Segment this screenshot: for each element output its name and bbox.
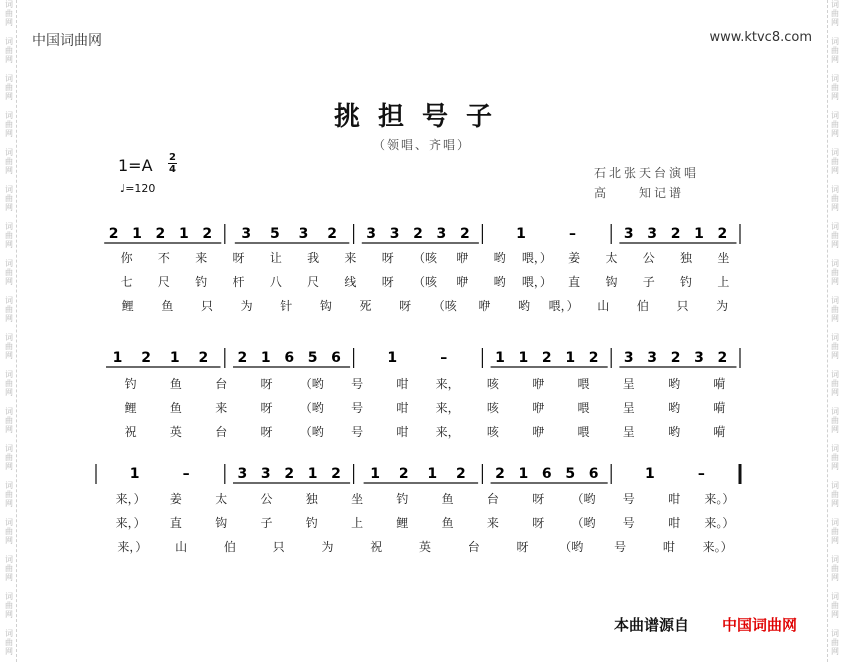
lyric-syllable: （哟 xyxy=(299,377,324,391)
lyric-syllable: 钓 xyxy=(680,275,693,289)
lyric-syllable: 咿 xyxy=(456,275,469,289)
note: 1 xyxy=(169,350,180,366)
lyric-syllable: 喂，） xyxy=(521,251,552,265)
lyric-syllable: 坐 xyxy=(717,251,730,265)
lyric-syllable: 咁 xyxy=(668,492,681,506)
note: 2 xyxy=(141,350,151,366)
note: 5 xyxy=(565,466,576,482)
lyric-syllable: 八 xyxy=(269,275,282,289)
lyric-syllable: 喂 xyxy=(577,377,590,391)
lyric-syllable: 咳 xyxy=(486,377,499,391)
lyric-syllable: 来。） xyxy=(704,516,735,530)
note: 1 xyxy=(495,350,505,366)
lyric-syllable: 让 xyxy=(269,251,282,265)
note: 2 xyxy=(670,350,681,366)
lyric-syllable: 钩 xyxy=(319,299,332,313)
note: 6 xyxy=(588,466,599,482)
lyric-syllable: 呀 xyxy=(532,516,545,530)
lyric-syllable: 哟 xyxy=(668,401,681,415)
note: 6 xyxy=(541,466,552,482)
lyric-syllable: 咁 xyxy=(668,516,681,530)
lyric-syllable: 呀 xyxy=(381,275,394,289)
lyric-syllable: 鲤 xyxy=(124,401,137,415)
lyric-syllable: 死 xyxy=(359,299,372,313)
note: 1 xyxy=(565,350,576,366)
brand-link[interactable]: 中国词曲网 xyxy=(722,616,798,634)
lyric-syllable: 只 xyxy=(201,299,214,313)
lyric-syllable: 为 xyxy=(240,299,253,313)
lyric-syllable: 喂 xyxy=(577,401,590,415)
lyric-syllable: 号 xyxy=(622,492,635,506)
lyric-syllable: 钓 xyxy=(124,377,137,391)
lyric-syllable: 直 xyxy=(169,516,182,530)
lyric-syllable: 独 xyxy=(680,251,693,265)
lyric-syllable: （哟 xyxy=(559,540,584,554)
lyric-syllable: 公 xyxy=(642,251,655,265)
note: 2 xyxy=(459,226,470,242)
lyric-syllable: 号 xyxy=(351,425,364,439)
lyric-syllable: 钓 xyxy=(305,516,318,530)
lyric-syllable: 哟 xyxy=(518,299,531,313)
note: 2 xyxy=(670,226,681,242)
lyric-syllable: 来。） xyxy=(702,540,733,554)
lyric-syllable: 号 xyxy=(622,516,635,530)
note: 1 xyxy=(644,466,655,482)
lyric-syllable: 咿 xyxy=(478,299,491,313)
lyric-syllable: 来， xyxy=(435,377,460,391)
note: 1 xyxy=(178,226,189,242)
note: – xyxy=(182,466,190,482)
note: 3 xyxy=(366,226,377,242)
lyric-syllable: 呀 xyxy=(260,425,273,439)
lyric-syllable: （哟 xyxy=(571,516,596,530)
lyric-syllable: 哟 xyxy=(493,275,506,289)
note: 3 xyxy=(623,226,634,242)
note: 6 xyxy=(284,350,295,366)
lyric-syllable: （哟 xyxy=(571,492,596,506)
lyric-syllable: 呀 xyxy=(399,299,412,313)
watermark-left: 词 曲 网 词 曲 网 词 曲 网 词 曲 网 词 曲 网 词 曲 网 词 曲 网 词 曲 网 词 曲 网 词 曲 网 词 曲 网 词 曲 网 词 曲 网 词 曲 网 词 曲 网 词 曲 网 词 曲 网 词 曲 网 xyxy=(2,0,17,662)
lyric-syllable: 来，） xyxy=(115,516,146,530)
note: 1 xyxy=(516,226,526,242)
lyric-syllable: 咿 xyxy=(456,251,469,265)
site-name-left[interactable]: 中国词曲网 xyxy=(32,33,102,49)
lyric-syllable: 台 xyxy=(215,377,228,391)
note: 1 xyxy=(260,350,271,366)
credit-notation: 高 知记谱 xyxy=(594,186,685,200)
note: 2 xyxy=(327,226,338,242)
lyric-syllable: 尺 xyxy=(157,275,170,289)
lyric-syllable: 公 xyxy=(260,492,273,506)
meter-top: 2 xyxy=(169,152,176,163)
note: 1 xyxy=(132,226,142,242)
lyric-syllable: 呀 xyxy=(260,401,273,415)
lyric-syllable: 不 xyxy=(157,251,170,265)
lyric-syllable: 嗬 xyxy=(713,377,726,391)
lyric-syllable: 咁 xyxy=(396,425,409,439)
lyric-syllable: 只 xyxy=(676,299,689,313)
lyric-syllable: 哟 xyxy=(668,425,681,439)
note: 1 xyxy=(694,226,704,242)
note: 3 xyxy=(647,350,658,366)
lyric-syllable: 尺 xyxy=(307,275,320,289)
source-label: 本曲谱源自 xyxy=(614,616,690,634)
lyric-syllable: 我 xyxy=(307,251,320,265)
lyric-syllable: 呈 xyxy=(622,425,635,439)
lyric-syllable: 为 xyxy=(716,299,729,313)
note: 3 xyxy=(647,226,658,242)
note: 5 xyxy=(307,350,318,366)
lyric-syllable: 鱼 xyxy=(169,401,182,415)
tempo-marking: ♩=120 xyxy=(120,182,156,195)
song-subtitle: （领唱、齐唱） xyxy=(372,138,471,152)
lyric-syllable: （咳 xyxy=(432,299,457,313)
lyric-syllable: 子 xyxy=(260,516,273,530)
lyric-syllable: 台 xyxy=(467,540,480,554)
lyric-syllable: 针 xyxy=(280,299,293,313)
lyric-syllable: 呈 xyxy=(622,401,635,415)
lyric-syllable: 喂 xyxy=(577,425,590,439)
note: 1 xyxy=(518,466,529,482)
lyric-syllable: 你 xyxy=(120,251,133,265)
lyric-syllable: 呀 xyxy=(516,540,529,554)
lyric-syllable: 太 xyxy=(215,492,228,506)
lyric-syllable: 七 xyxy=(120,275,133,289)
note: 3 xyxy=(260,466,271,482)
lyric-syllable: 来。） xyxy=(704,492,735,506)
lyric-syllable: 台 xyxy=(215,425,228,439)
lyric-syllable: 伯 xyxy=(636,299,649,313)
lyric-syllable: 来，） xyxy=(115,492,146,506)
lyric-syllable: 鱼 xyxy=(441,516,454,530)
note: 2 xyxy=(198,350,209,366)
lyric-syllable: 太 xyxy=(605,251,618,265)
lyric-syllable: 鱼 xyxy=(161,299,174,313)
note: 5 xyxy=(270,226,280,242)
lyric-syllable: 鱼 xyxy=(441,492,454,506)
key-signature: 1=A xyxy=(118,156,153,175)
note: 6 xyxy=(331,350,341,366)
lyric-syllable: 山 xyxy=(175,540,188,554)
note: 2 xyxy=(541,350,552,366)
lyric-syllable: （咳 xyxy=(412,275,438,289)
lyric-syllable: 线 xyxy=(344,275,357,289)
lyric-syllable: 杆 xyxy=(232,275,245,289)
lyric-syllable: 喂，） xyxy=(521,275,552,289)
lyric-syllable: 台 xyxy=(486,492,499,506)
lyric-syllable: 呀 xyxy=(232,251,245,265)
lyric-syllable: 号 xyxy=(351,377,364,391)
lyric-syllable: 只 xyxy=(272,540,285,554)
note: 1 xyxy=(427,466,438,482)
lyric-syllable: 姜 xyxy=(169,492,182,506)
lyric-syllable: 姜 xyxy=(568,251,581,265)
lyric-syllable: 钓 xyxy=(396,492,409,506)
lyric-syllable: 直 xyxy=(568,275,581,289)
lyric-syllable: 上 xyxy=(717,275,730,289)
credit-singer: 石北张天台演唱 xyxy=(594,166,700,180)
note: – xyxy=(697,466,705,482)
lyric-syllable: （哟 xyxy=(299,401,324,415)
note: 1 xyxy=(112,350,123,366)
lyric-syllable: 号 xyxy=(351,401,364,415)
note: 3 xyxy=(623,350,634,366)
lyric-syllable: 来， xyxy=(435,425,460,439)
lyric-syllable: 呀 xyxy=(381,251,394,265)
lyric-syllable: 号 xyxy=(614,540,627,554)
note: 3 xyxy=(694,350,704,366)
lyric-syllable: 嗬 xyxy=(713,401,726,415)
lyric-syllable: 呀 xyxy=(532,492,545,506)
note: 3 xyxy=(237,466,248,482)
lyric-syllable: 钩 xyxy=(605,275,618,289)
lyric-syllable: 独 xyxy=(305,492,318,506)
lyric-syllable: 哟 xyxy=(493,251,506,265)
note: 2 xyxy=(717,226,728,242)
lyric-syllable: 上 xyxy=(351,516,364,530)
lyric-syllable: 咁 xyxy=(662,540,675,554)
song-title: 挑担号子 xyxy=(333,102,510,132)
site-url-right[interactable]: www.ktvc8.com xyxy=(709,30,812,45)
watermark-right: 词 曲 网 词 曲 网 词 曲 网 词 曲 网 词 曲 网 词 曲 网 词 曲 网 词 曲 网 词 曲 网 词 曲 网 词 曲 网 词 曲 网 词 曲 网 词 曲 网 词 曲 网 词 曲 网 词 曲 网 词 曲 网 xyxy=(827,0,842,662)
lyric-syllable: 咳 xyxy=(486,425,499,439)
note: 2 xyxy=(237,350,248,366)
lyric-syllable: 咁 xyxy=(396,377,409,391)
lyric-syllable: （哟 xyxy=(299,425,324,439)
note: 2 xyxy=(284,466,295,482)
lyric-syllable: 呈 xyxy=(622,377,635,391)
note: – xyxy=(440,350,448,366)
lyric-syllable: 来， xyxy=(435,401,460,415)
lyric-syllable: 喂，） xyxy=(548,299,579,313)
note: 1 xyxy=(518,350,529,366)
lyric-syllable: 鲤 xyxy=(396,516,409,530)
lyric-syllable: 咿 xyxy=(532,401,545,415)
lyric-syllable: 鱼 xyxy=(169,377,182,391)
lyric-syllable: 祝 xyxy=(370,540,383,554)
note: 1 xyxy=(129,466,140,482)
note: 2 xyxy=(588,350,599,366)
note: 3 xyxy=(436,226,447,242)
lyric-syllable: 来 xyxy=(195,251,208,265)
lyric-syllable: 鲤 xyxy=(121,299,134,313)
note: 1 xyxy=(370,466,380,482)
lyric-syllable: 子 xyxy=(642,275,655,289)
lyric-syllable: 哟 xyxy=(668,377,681,391)
lyric-syllable: 为 xyxy=(321,540,334,554)
lyric-syllable: 英 xyxy=(169,425,182,439)
lyric-syllable: 来 xyxy=(344,251,357,265)
lyric-syllable: 来，） xyxy=(117,540,148,554)
note: 2 xyxy=(398,466,409,482)
note: 2 xyxy=(495,466,505,482)
meter-bottom: 4 xyxy=(169,164,176,175)
lyric-syllable: 英 xyxy=(418,540,432,554)
lyric-syllable: 山 xyxy=(597,299,610,313)
note: 2 xyxy=(413,226,423,242)
lyric-syllable: 坐 xyxy=(351,492,364,506)
note: 2 xyxy=(331,466,341,482)
lyric-syllable: 咳 xyxy=(486,401,499,415)
note: 3 xyxy=(389,226,400,242)
note: – xyxy=(569,226,577,242)
note: 2 xyxy=(108,226,119,242)
lyric-syllable: 祝 xyxy=(124,425,137,439)
note: 2 xyxy=(456,466,466,482)
lyric-syllable: 来 xyxy=(215,401,228,415)
lyric-syllable: 钓 xyxy=(195,275,208,289)
note: 1 xyxy=(387,350,398,366)
lyric-syllable: 钩 xyxy=(215,516,228,530)
lyric-syllable: 咁 xyxy=(396,401,409,415)
lyric-syllable: （咳 xyxy=(412,251,438,265)
note: 3 xyxy=(241,226,252,242)
lyric-syllable: 来 xyxy=(486,516,499,530)
note: 2 xyxy=(155,226,166,242)
lyric-syllable: 嗬 xyxy=(713,425,726,439)
note: 2 xyxy=(717,350,728,366)
note: 1 xyxy=(307,466,318,482)
note: 2 xyxy=(202,226,213,242)
lyric-syllable: 咿 xyxy=(532,425,545,439)
lyric-syllable: 呀 xyxy=(260,377,273,391)
lyric-syllable: 伯 xyxy=(223,540,236,554)
lyric-syllable: 咿 xyxy=(532,377,545,391)
note: 3 xyxy=(298,226,309,242)
